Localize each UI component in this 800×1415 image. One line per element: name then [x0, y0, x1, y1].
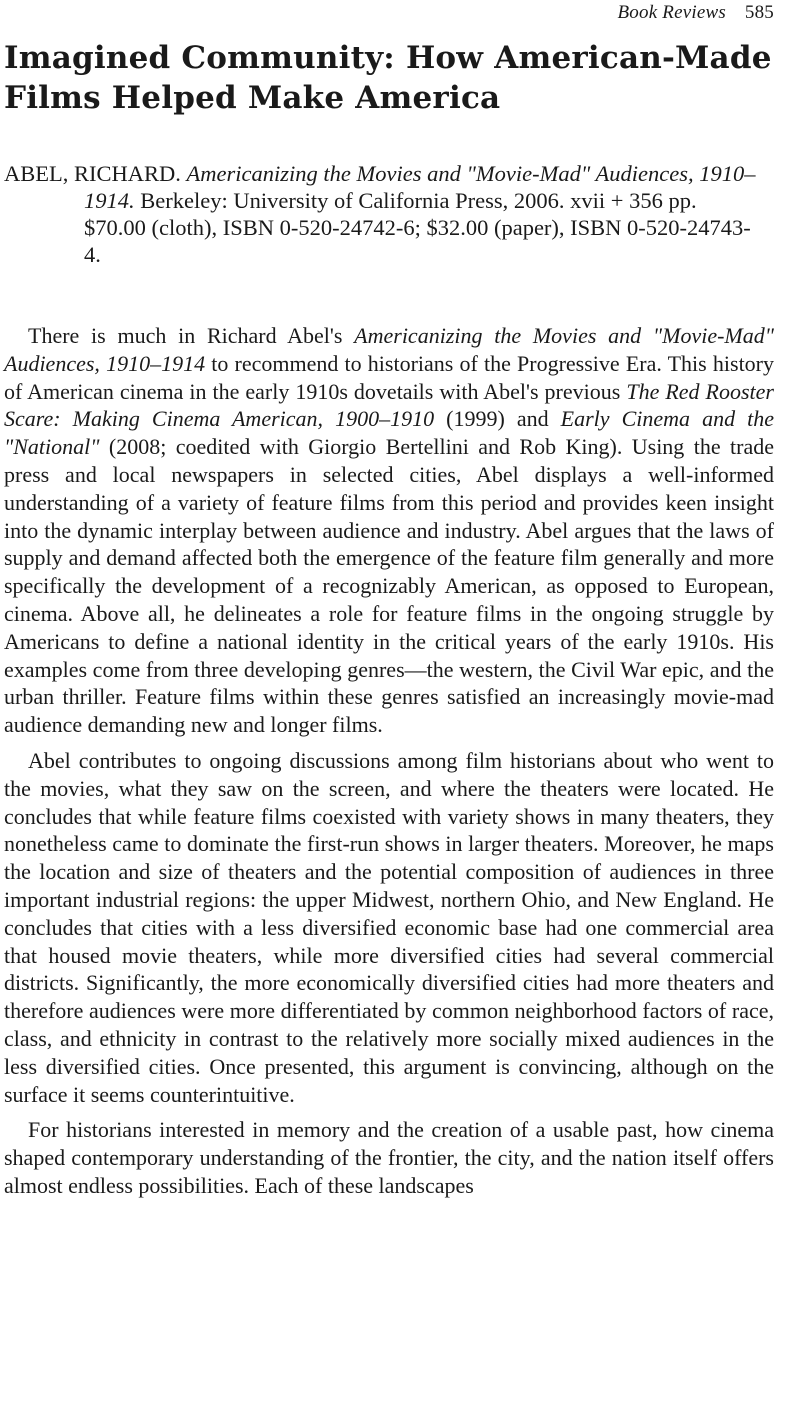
- running-head-section: Book Reviews: [617, 2, 726, 23]
- p1-book-title: Americanizing the Movies and "Movie-Mad" Audiences, 1910–1914: [4, 323, 774, 376]
- running-head: [617, 2, 774, 24]
- p1-early-cinema-title: Early Cinema and the "National": [4, 406, 774, 460]
- page-number: 585: [744, 2, 774, 23]
- p1-red-rooster-title: The Red Rooster Scare: Making Cinema American, 1900–1910: [4, 378, 774, 432]
- review-body: [4, 322, 774, 1208]
- book-citation: [4, 160, 764, 268]
- citation-author: ABEL, RICHARD.: [4, 161, 181, 186]
- citation-publisher: Berkeley: University of California Press, 2006. xvii + 356 pp. $70.00 (cloth), ISBN 0-520-24742-6; $32.00 (paper), ISBN 0-520-24743-4.: [84, 188, 751, 267]
- paragraph-2: Abel contributes to ongoing discussions among film historians about who went to the movies, what they saw on the screen, and where the theaters were located. He concludes that while feature films coexisted with variety shows in many theaters, they nonetheless came to dominate the first-run shows in larger theaters. Moreover, he maps the location and size of theaters and the potential composition of audiences in three important industrial regions: the upper Midwest, northern Ohio, and New England. He concludes that cities with a less diversified economic base had one commercial area that housed movie theaters, while more diversified cities had several commercial districts. Significantly, the more economically diversified cities had more theaters and therefore audiences were more differentiated by common neighborhood factors of race, class, and ethnicity in contrast to the relatively more socially mixed audiences in the less diversified cities. Once presented, this argument is convincing, although on the surface it seems counterintuitive.: [4, 747, 774, 1107]
- paragraph-3: For historians interested in memory and the creation of a usable past, how cinema shaped contemporary understanding of the frontier, the city, and the nation itself offers almost endless possibilities. Each of these landscapes: [4, 1117, 774, 1198]
- citation-book-title: Americanizing the Movies and "Movie-Mad" Audiences, 1910–1914.: [84, 161, 756, 213]
- paragraph-1: [4, 322, 774, 739]
- p1-text-1: There is much in Richard Abel's: [28, 323, 355, 348]
- p1-text-2: to recommend to historians of the Progressive Era. This history of American cinema in the early 1910s dovetails with Abel's previous: [4, 350, 775, 404]
- p1-text-3: (1999) and: [434, 406, 561, 432]
- review-title: Imagined Community: How American-Made Films Helped Make America: [4, 40, 772, 116]
- p1-text-4: (2008; coedited with Giorgio Bertellini and Rob King). Using the trade press and local newspapers in selected cities, Abel displays a well-informed understanding of a variety of feature films from this period and provides keen insight into the dynamic interplay between audience and industry. Abel argues that the laws of supply and demand affected both the emergence of the feature film generally and more specifically the development of a recognizably American, as opposed to European, cinema. Above all, he delineates a role for feature films in the ongoing struggle by Americans to define a national identity in the critical years of the early 1910s. His examples come from three developing genres—the western, the Civil War epic, and the urban thriller. Feature films within these genres satisfied an increasingly movie-mad audience demanding new and longer films.: [4, 434, 774, 738]
